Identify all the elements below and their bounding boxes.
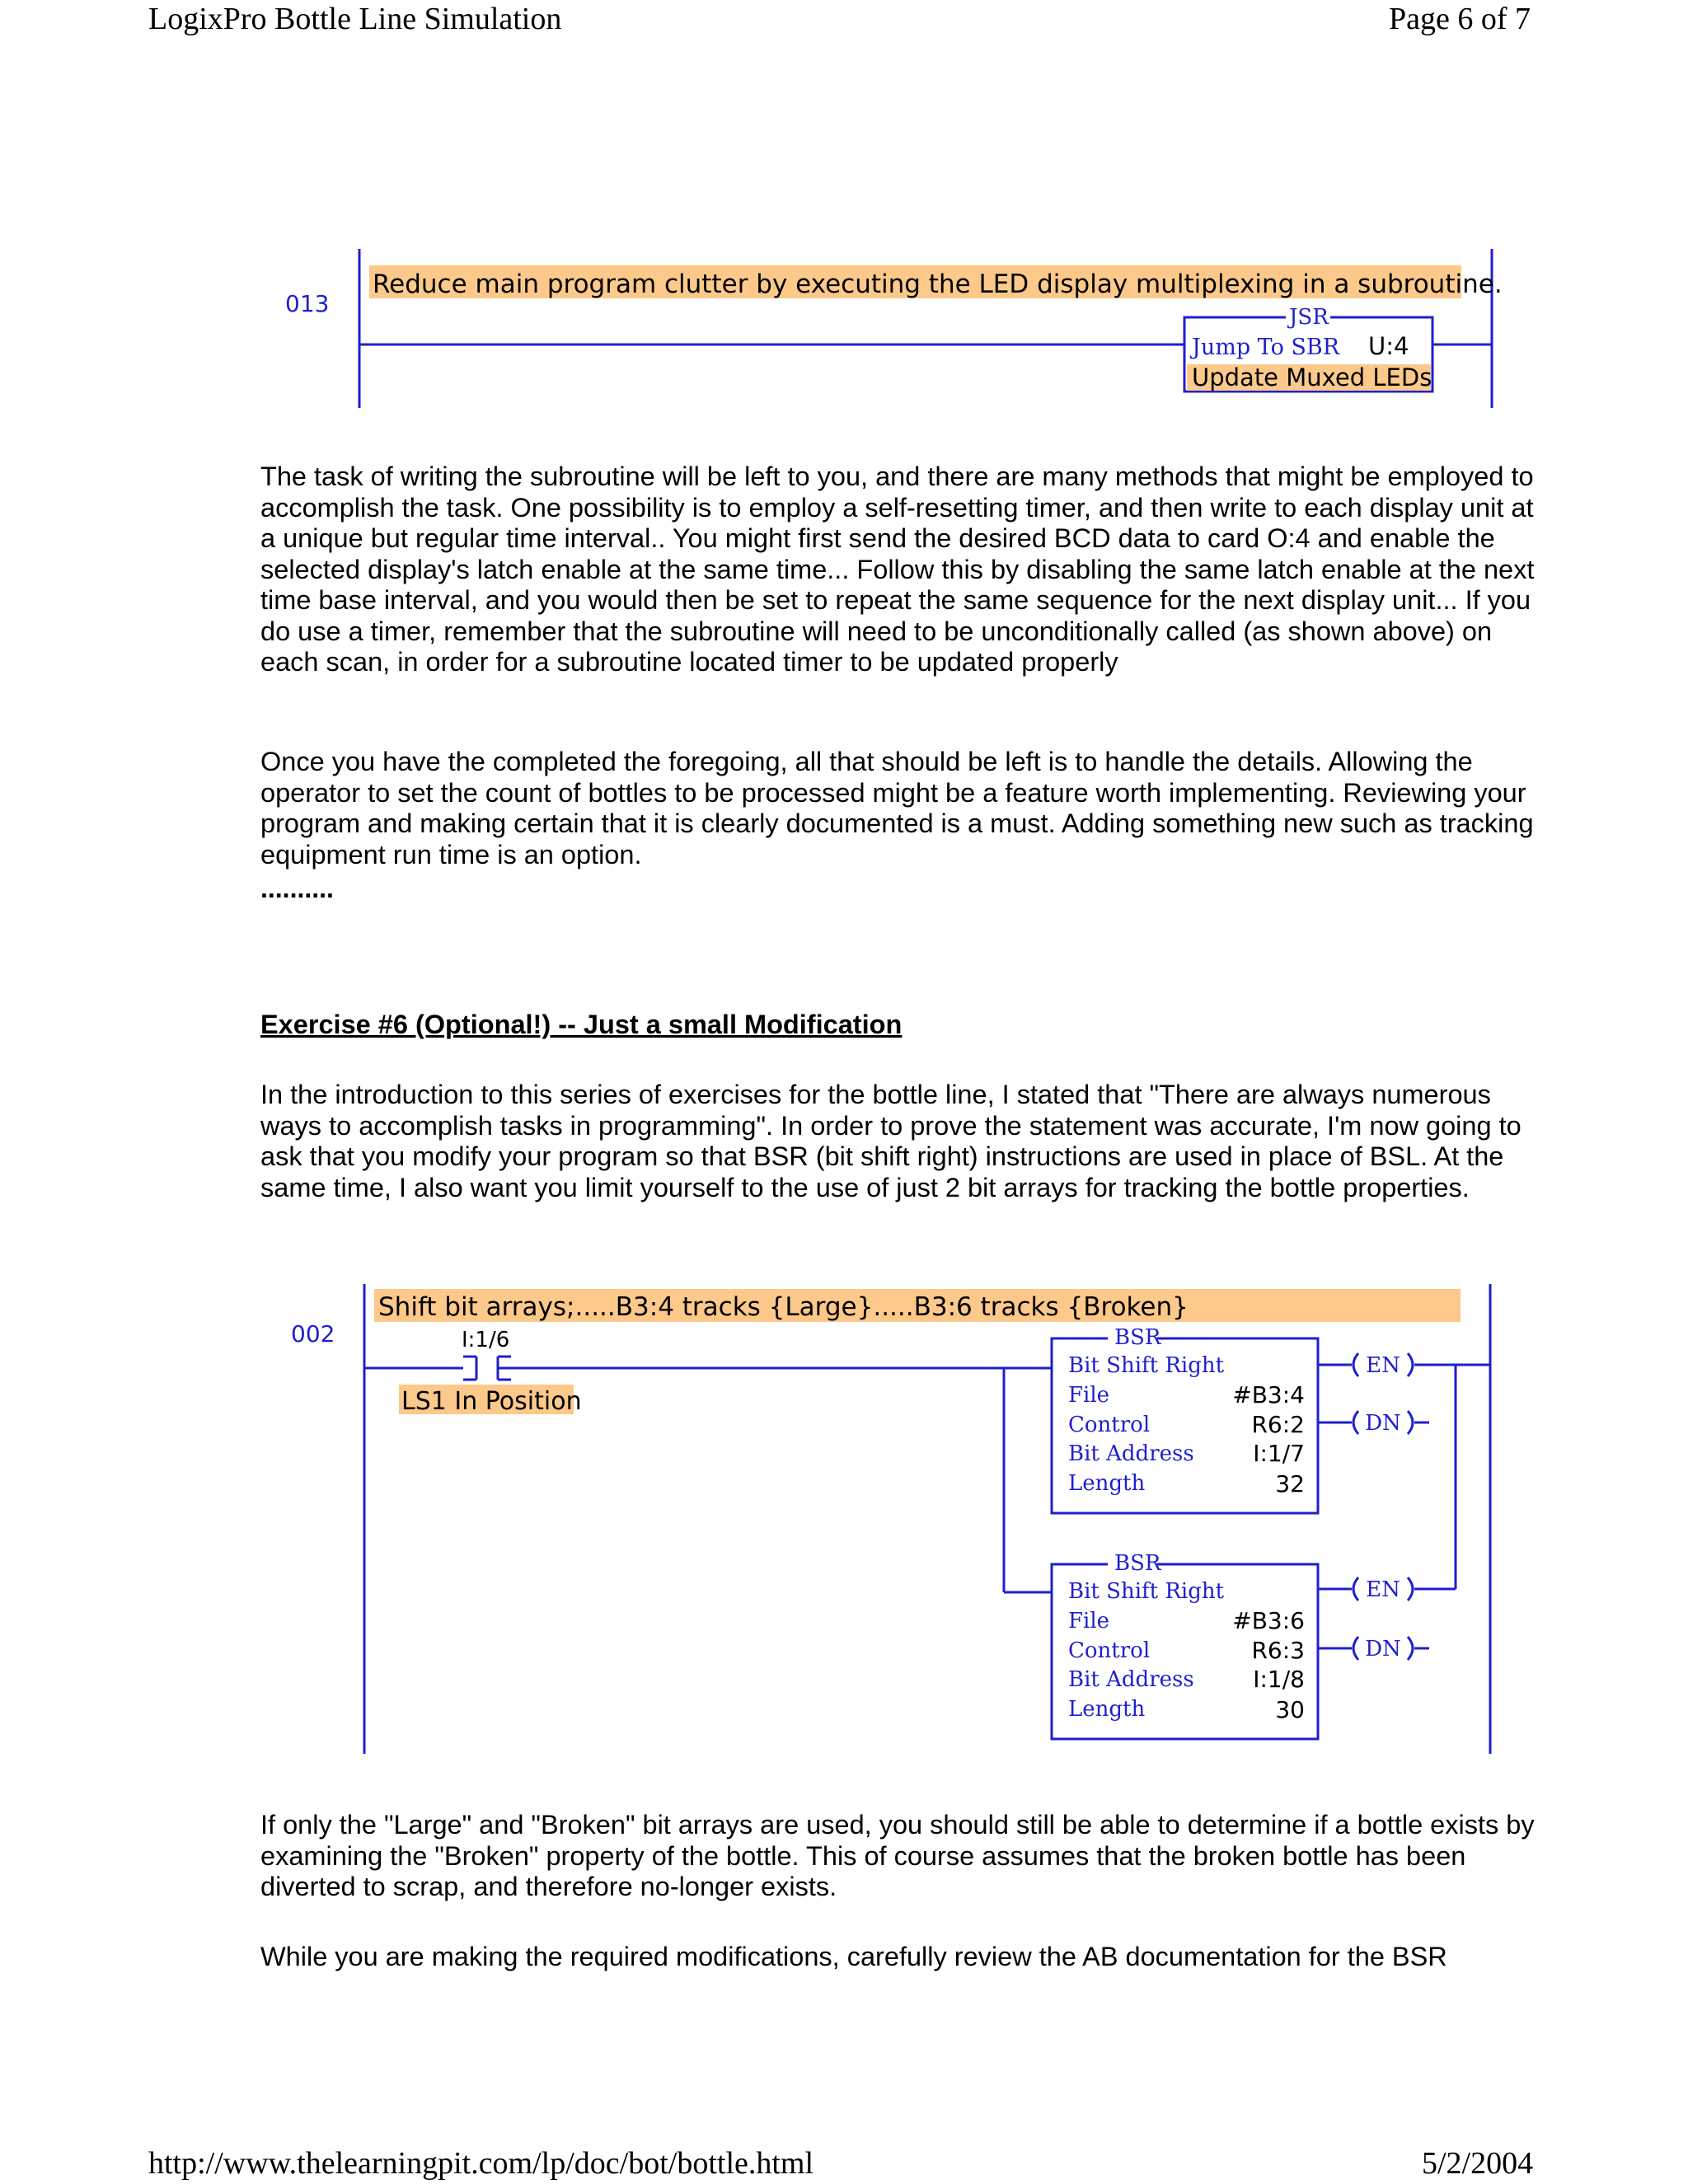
source-url: http://www.thelearningpit.com/lp/doc/bot/bottle.html — [148, 2146, 814, 2181]
rung-number: 013 — [285, 290, 330, 317]
bsr-done-coil: DN — [1365, 1411, 1401, 1436]
bsr-control-label: Control — [1068, 1638, 1151, 1663]
bsr-done-coil: DN — [1365, 1637, 1401, 1661]
bsr-bit-address-value: I:1/8 — [1253, 1666, 1305, 1693]
document-title: LogixPro Bottle Line Simulation — [148, 2, 562, 36]
jsr-instruction-label: JSR — [1289, 305, 1329, 330]
bsr-length-value: 32 — [1275, 1470, 1305, 1497]
bsr-control-value: R6:2 — [1251, 1411, 1305, 1438]
bsr-bit-address-label: Bit Address — [1068, 1667, 1194, 1692]
bsr-file-label: File — [1068, 1383, 1110, 1408]
paragraph-subroutine: The task of writing the subroutine will be left to you, and there are many methods that might be employed to accomplish the task. One possibility is to employ a self-resetting timer, and then write to each display unit at a unique but regular time interval.. You might first send the desired BCD data to card O:4 and enable the selected display's latch enable at the same time... Follow this by disabling the same latch enable at the next time base interval, and you would then be set to repeat the same sequence for the next display unit... If you do use a timer, remember that the subroutine will need to be unconditionally called (as shown above) on each scan, in order for a subroutine located timer to be updated properly — [260, 462, 1535, 677]
print-date: 5/2/2004 — [1422, 2146, 1534, 2181]
contact-address: I:1/6 — [462, 1328, 510, 1352]
bsr-title: Bit Shift Right — [1068, 1579, 1225, 1604]
bsr-enable-coil: EN — [1366, 1353, 1400, 1378]
bsr-bit-address-label: Bit Address — [1068, 1441, 1194, 1466]
bsr-bit-address-value: I:1/7 — [1253, 1440, 1305, 1467]
bsr-block-b3-4 — [1068, 1325, 1401, 1497]
paragraph-introduction: In the introduction to this series of exercises for the bottle line, I stated that "There are always numerous ways to accomplish tasks in programming". In order to prove the statement was accurate, I'm now going to ask that you modify your program so that BSR (bit shift right) instructions are used in place of BSL. At the same time, I also want you limit yourself to the use of just 2 bit arrays for tracking the bottle properties. — [260, 1080, 1522, 1202]
exercise-heading: Exercise #6 (Optional!) -- Just a small Modification — [260, 1010, 903, 1039]
bsr-length-label: Length — [1068, 1471, 1146, 1496]
bsr-instruction-label: BSR — [1114, 1551, 1161, 1576]
bsr-enable-coil: EN — [1366, 1577, 1400, 1602]
bsr-length-value: 30 — [1275, 1696, 1305, 1723]
jsr-description: Update Muxed LEDs — [1192, 363, 1432, 391]
bsr-title: Bit Shift Right — [1068, 1353, 1225, 1378]
rung-comment: Reduce main program clutter by executing the LED display multiplexing in a subroutine. — [373, 269, 1503, 299]
paragraph-review-documentation: While you are making the required modifications, carefully review the AB documentation for the BSR — [260, 1942, 1447, 1971]
paragraph-details: Once you have the completed the foregoing, all that should be left is to handle the details. Allowing the operator to set the count of bottles to be processed might be a feature worth implementing. Reviewing your program and making certain that it is clearly documented is a must. Adding something new such as tracking equipment run time is an option. — [260, 747, 1534, 869]
bsr-block-b3-6 — [1068, 1551, 1401, 1723]
jsr-target: U:4 — [1368, 332, 1409, 360]
bsr-file-label: File — [1068, 1609, 1110, 1633]
bsr-file-value: #B3:4 — [1232, 1381, 1305, 1408]
rung-number: 002 — [291, 1320, 335, 1347]
rung-comment: Shift bit arrays;.....B3:4 tracks {Large}.....B3:6 tracks {Broken} — [378, 1292, 1189, 1322]
bsr-instruction-label: BSR — [1114, 1325, 1161, 1350]
page-number: Page 6 of 7 — [1389, 2, 1531, 36]
jsr-jump-label: Jump To SBR — [1192, 335, 1340, 360]
contact-label: LS1 In Position — [401, 1387, 582, 1416]
ladder-rung-013 — [0, 239, 1688, 420]
paragraph-broken-property: If only the "Large" and "Broken" bit arrays are used, you should still be able to determine if a bottle exists by examining the "Broken" property of the bottle. This of course assumes that the broken bottle has been diverted to scrap, and therefore no-longer exists. — [260, 1810, 1535, 1901]
bsr-length-label: Length — [1068, 1697, 1146, 1722]
ladder-rung-002 — [0, 1277, 1688, 1764]
bsr-control-label: Control — [1068, 1413, 1151, 1437]
bsr-file-value: #B3:6 — [1232, 1607, 1305, 1634]
bsr-control-value: R6:3 — [1251, 1637, 1305, 1664]
ellipsis-separator: .......... — [260, 874, 334, 903]
